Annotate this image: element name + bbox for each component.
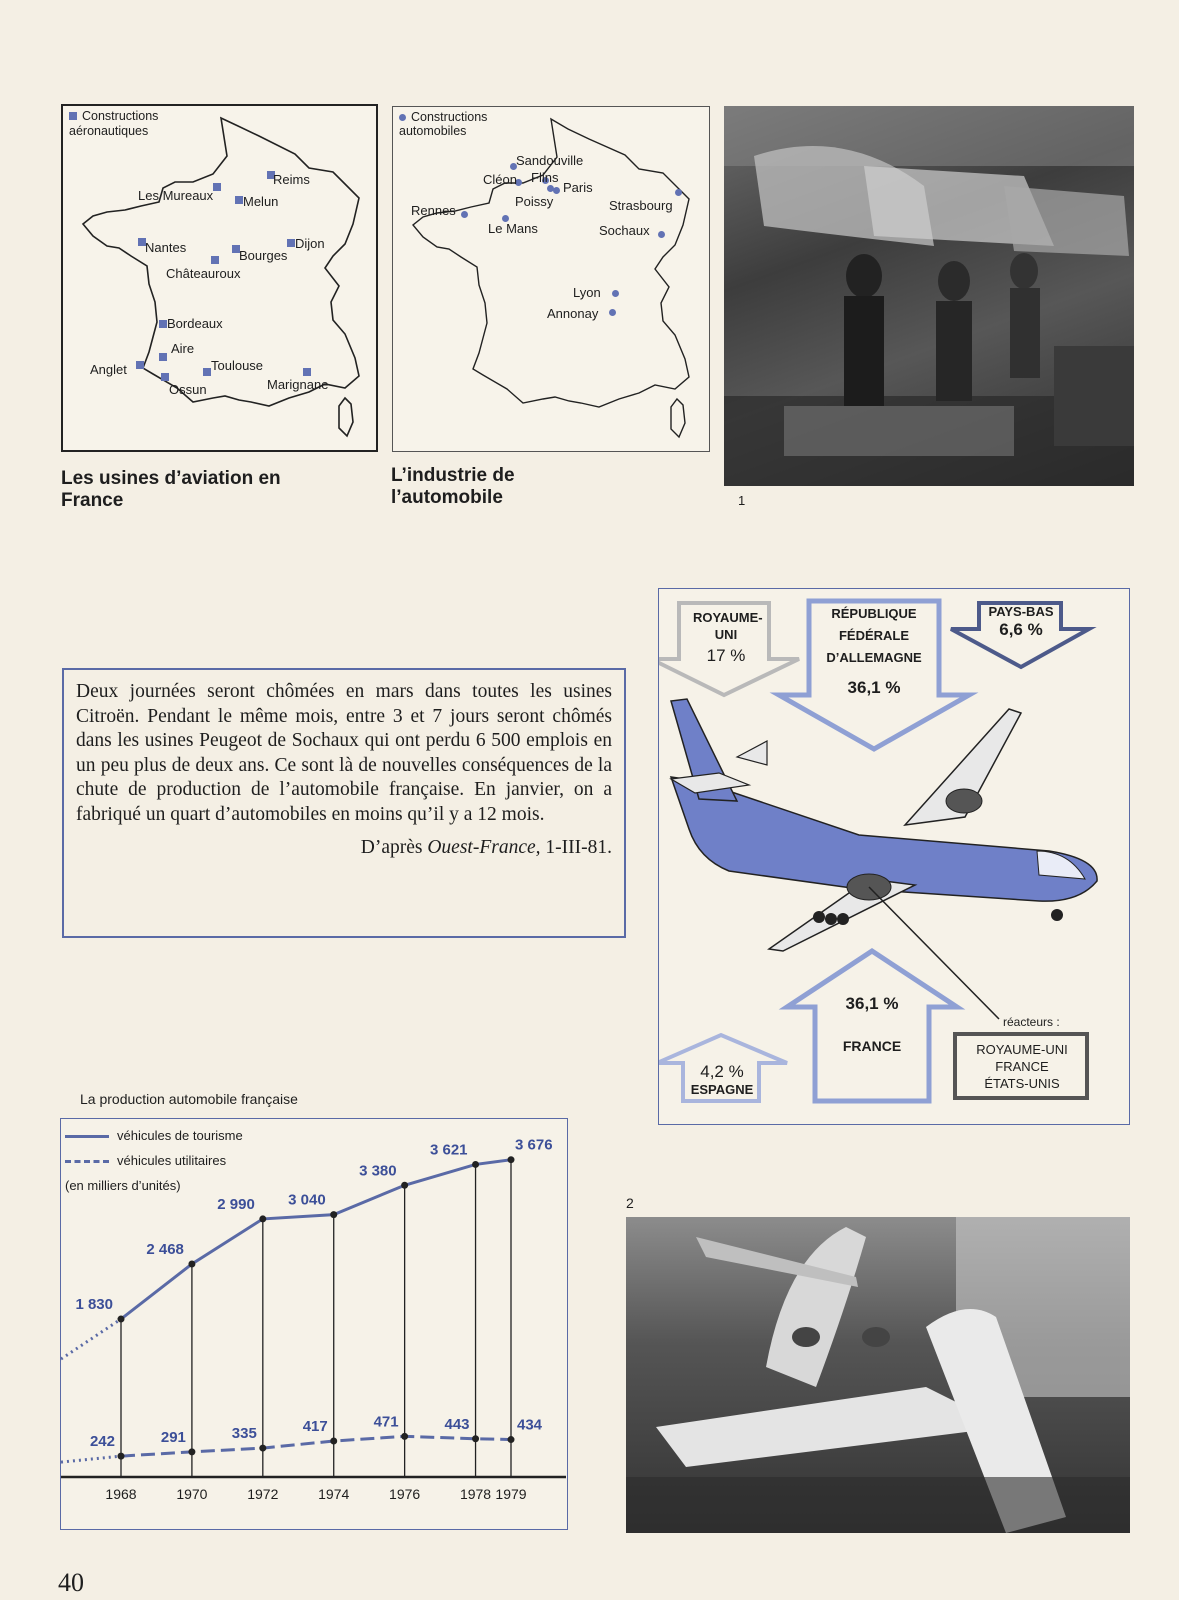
data-label-utilitaires: 242 (89, 1433, 115, 1451)
data-label-utilitaires: 417 (302, 1418, 328, 1436)
data-label-utilitaires: 434 (517, 1416, 543, 1434)
x-tick-label: 1968 (105, 1486, 137, 1502)
data-label-tourisme: 2 990 (217, 1195, 255, 1213)
point-tourisme (508, 1156, 515, 1163)
data-label-utilitaires: 471 (373, 1413, 399, 1431)
data-label-tourisme: 3 621 (429, 1141, 468, 1159)
city-dot-marker-icon (612, 290, 619, 297)
engines-label: réacteurs : (1003, 1015, 1060, 1029)
city-label: Lyon (573, 285, 601, 300)
city-label: Les Mureaux (138, 188, 214, 203)
data-label-utilitaires: 335 (231, 1425, 257, 1443)
x-tick-label: 1978 (459, 1486, 492, 1502)
photo1-number: 1 (738, 493, 746, 508)
x-tick-label: 1972 (247, 1486, 279, 1502)
point-tourisme (330, 1211, 337, 1218)
city-label: Bourges (239, 248, 288, 263)
city-label: Ossun (169, 382, 207, 397)
city-dot-marker-icon (461, 211, 468, 218)
point-utilitaires (118, 1453, 125, 1460)
point-utilitaires (401, 1433, 408, 1440)
city-dot-marker-icon (553, 187, 560, 194)
map-aviation (61, 104, 378, 452)
city-square-marker-icon (287, 239, 295, 247)
legend-tourisme: véhicules de tourisme (65, 1123, 243, 1148)
x-tick-label: 1974 (318, 1486, 350, 1502)
city-square-marker-icon (203, 368, 211, 376)
quote-source: D’après Ouest-France, 1-III-81. (360, 836, 612, 858)
city-label: Nantes (145, 240, 187, 255)
data-label-tourisme: 1 830 (75, 1296, 113, 1314)
x-tick-label: 1970 (176, 1486, 208, 1502)
nl-share: PAYS-BAS 6,6 % (988, 604, 1054, 639)
point-utilitaires (188, 1448, 195, 1455)
city-label: Strasbourg (609, 198, 673, 213)
data-label-tourisme: 2 468 (146, 1240, 184, 1258)
point-utilitaires (472, 1435, 479, 1442)
caption-aviation: Les usines d’aviation en France (61, 468, 281, 511)
legend-automobile: Constructions automobiles (399, 110, 488, 138)
chart-title: La production automobile française (80, 1091, 298, 1107)
data-label-utilitaires: 443 (444, 1415, 470, 1433)
point-utilitaires (259, 1445, 266, 1452)
point-utilitaires (330, 1438, 337, 1445)
caption-automobile: L’industrie de l’automobile (391, 465, 515, 508)
point-tourisme (401, 1182, 408, 1189)
series-line-tourisme (121, 1160, 511, 1319)
city-label: Toulouse (211, 358, 264, 373)
city-label: Le Mans (488, 221, 538, 236)
city-square-marker-icon (136, 361, 144, 369)
city-label: Marignane (267, 377, 329, 392)
tourisme-lead-in (61, 1319, 121, 1359)
city-square-marker-icon (211, 256, 219, 264)
engines-list: ROYAUME-UNI FRANCE ÉTATS-UNIS (976, 1042, 1068, 1091)
city-square-marker-icon (161, 373, 169, 381)
city-square-marker-icon (303, 368, 311, 376)
airbus-hangar-photo (626, 1217, 1130, 1533)
city-label: Cléon (483, 172, 517, 187)
point-tourisme (118, 1316, 125, 1323)
photo2-number: 2 (626, 1195, 634, 1211)
city-label: Rennes (411, 203, 456, 218)
city-label: Annonay (547, 306, 599, 321)
utilitaires-lead-in (61, 1456, 121, 1462)
data-label-tourisme: 3 040 (288, 1191, 326, 1209)
city-square-marker-icon (159, 320, 167, 328)
city-label: Sochaux (599, 223, 650, 238)
uk-share: ROYAUME-UNI 17 % (693, 610, 763, 665)
chart-legend: véhicules de tourisme véhicules utilitaires (en milliers d’unités) (65, 1123, 243, 1198)
spain-share: 4,2 % ESPAGNE (690, 1062, 754, 1097)
city-label: Poissy (515, 194, 554, 209)
city-label: Dijon (295, 236, 325, 251)
point-tourisme (472, 1161, 479, 1168)
city-square-marker-icon (159, 353, 167, 361)
quote-text: Deux journées seront chômées en mars dans toutes les usines Citroën. Pendant le même mois, entre 3 et 7 jours seront chômés dans les usines Peugeot de Sochaux qui ont perdu 6 500 emplois en un peu plus de deux ans. Ce sont là de nouvelles conséquences de la chute de production de l’automobile française. En janvier, on a fabriqué un quart d’automobiles en moins qu’il y a 12 mois. (76, 681, 612, 825)
city-label: Châteauroux (166, 266, 241, 281)
point-utilitaires (508, 1436, 515, 1443)
legend-aviation: Constructions aéronautiques (69, 109, 159, 138)
city-label: Anglet (90, 362, 127, 377)
city-label: Paris (563, 180, 593, 195)
city-label: Bordeaux (167, 316, 223, 331)
city-label: Flins (531, 170, 559, 185)
map-automobile (392, 106, 710, 452)
dot-marker-icon (399, 114, 406, 121)
data-label-tourisme: 3 676 (515, 1136, 553, 1154)
city-square-marker-icon (235, 196, 243, 204)
city-label: Melun (243, 194, 279, 209)
assembly-line-drawing (724, 106, 1134, 486)
press-quote-box (62, 668, 626, 938)
city-label: Aire (171, 341, 195, 356)
point-tourisme (188, 1260, 195, 1267)
data-label-utilitaires: 291 (160, 1428, 186, 1446)
city-dot-marker-icon (658, 231, 665, 238)
data-label-tourisme: 3 380 (359, 1162, 397, 1180)
airbus-shares-diagram (658, 588, 1130, 1125)
x-tick-label: 1976 (389, 1486, 421, 1502)
france-share: 36,1 % FRANCE (842, 994, 902, 1054)
city-dot-marker-icon (547, 185, 554, 192)
hangar-drawing (626, 1217, 1130, 1533)
city-dot-marker-icon (609, 309, 616, 316)
point-tourisme (259, 1215, 266, 1222)
city-label: Sandouville (516, 153, 584, 168)
production-chart (60, 1118, 568, 1530)
city-label: Reims (273, 172, 310, 187)
page-number: 40 (58, 1568, 84, 1597)
assembly-line-photo (724, 106, 1134, 486)
chart-plot (61, 1119, 566, 1529)
rfa-share: RÉPUBLIQUE FÉDÉRALE D’ALLEMAGNE 36,1 % (826, 606, 922, 697)
city-square-marker-icon (213, 183, 221, 191)
square-marker-icon (69, 112, 77, 120)
city-dot-marker-icon (675, 189, 682, 196)
legend-utilitaires: véhicules utilitaires (65, 1148, 243, 1173)
x-tick-label: 1979 (495, 1486, 527, 1502)
